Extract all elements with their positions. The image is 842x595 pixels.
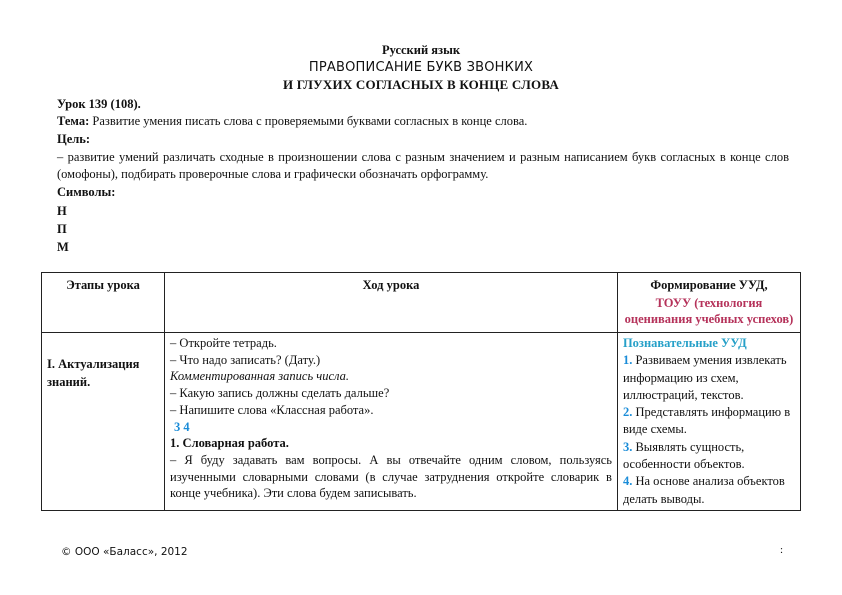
page-mark: : (780, 544, 784, 556)
uud-item (623, 404, 795, 439)
course-line: – Что надо записать? (Дату.) (170, 352, 321, 367)
course-line: – Откройте тетрадь. (170, 336, 277, 350)
course-cell (165, 333, 618, 511)
header-stages: Этапы урока (42, 273, 165, 333)
symbols-label-line (57, 184, 797, 201)
course-italic-line: Комментированная запись числа. (170, 369, 350, 384)
uud-item-text: На основе анализа объектов делать выводы. (622, 474, 785, 506)
goal-label-line (57, 131, 797, 148)
symbols-label: Символы: (57, 185, 116, 199)
uud-item-number: 2. (622, 405, 633, 420)
uud-heading: Познавательные УУД (622, 336, 747, 350)
footer-copyright: © ООО «Баласс», 2012 (61, 546, 188, 558)
symbol-p: П (57, 222, 67, 236)
table-header-row (42, 273, 801, 333)
lesson-table (41, 272, 801, 511)
header-toou: ТОУУ (технология оценивания учебных успехов) (624, 296, 794, 326)
lesson-title-line2: И ГЛУХИХ СОГЛАСНЫХ В КОНЦЕ СЛОВА (283, 77, 559, 92)
course-line: – Какую запись должны сделать дальше? (170, 386, 390, 401)
header-uud (617, 273, 800, 333)
symbol-numbers: 3 4 (174, 419, 190, 434)
uud-item-number: 3. (622, 439, 633, 454)
topic-line (57, 113, 797, 130)
lesson-number (57, 96, 797, 113)
uud-item-number: 4. (622, 474, 633, 489)
uud-item-text: Выявлять сущность, особенности объектов. (622, 439, 745, 472)
uud-item (623, 352, 795, 404)
subject-title: Русский язык (381, 43, 461, 57)
topic-label: Тема: (57, 114, 90, 128)
goal-text: – развитие умений различать сходные в произношении слова с разным значением и разным написанием букв согласных в конце слов (омофоны), подбирать проверочные слова и графически обозначать орфограмму. (57, 150, 789, 181)
uud-item (623, 473, 795, 508)
lesson-number-text: Урок 139 (108). (57, 97, 141, 111)
course-paragraph: – Я буду задавать вам вопросы. А вы отвечайте одним словом, пользуясь изученными словарными словами (в случае затруднения откройте словарик в конце учебника). Эти слова будем записывать. (170, 452, 612, 501)
uud-item (623, 439, 795, 474)
symbol-m: М (57, 240, 69, 254)
table-row (42, 333, 801, 511)
uud-item-number: 1. (622, 353, 633, 368)
subsection-heading: 1. Словарная работа. (170, 436, 289, 451)
header-course: Ход урока (165, 273, 618, 333)
topic-text: Развитие умения писать слова с проверяемыми буквами согласных в конце слова. (89, 114, 528, 128)
uud-item-text: Представлять информацию в виде схемы. (622, 405, 791, 437)
stage-cell: I. Актуализация знаний. (42, 333, 165, 511)
uud-item-text: Развиваем умения извлекать информацию из схем, иллюстраций, текстов. (622, 353, 787, 402)
symbol-n: Н (57, 204, 67, 218)
course-line: – Напишите слова «Классная работа». (170, 402, 374, 417)
goal-label: Цель: (57, 132, 91, 146)
uud-cell (617, 333, 800, 511)
lesson-title-line1: ПРАВОПИСАНИЕ БУКВ ЗВОНКИХ (308, 60, 534, 75)
header-uud-line1: Формирование УУД, (650, 278, 768, 292)
